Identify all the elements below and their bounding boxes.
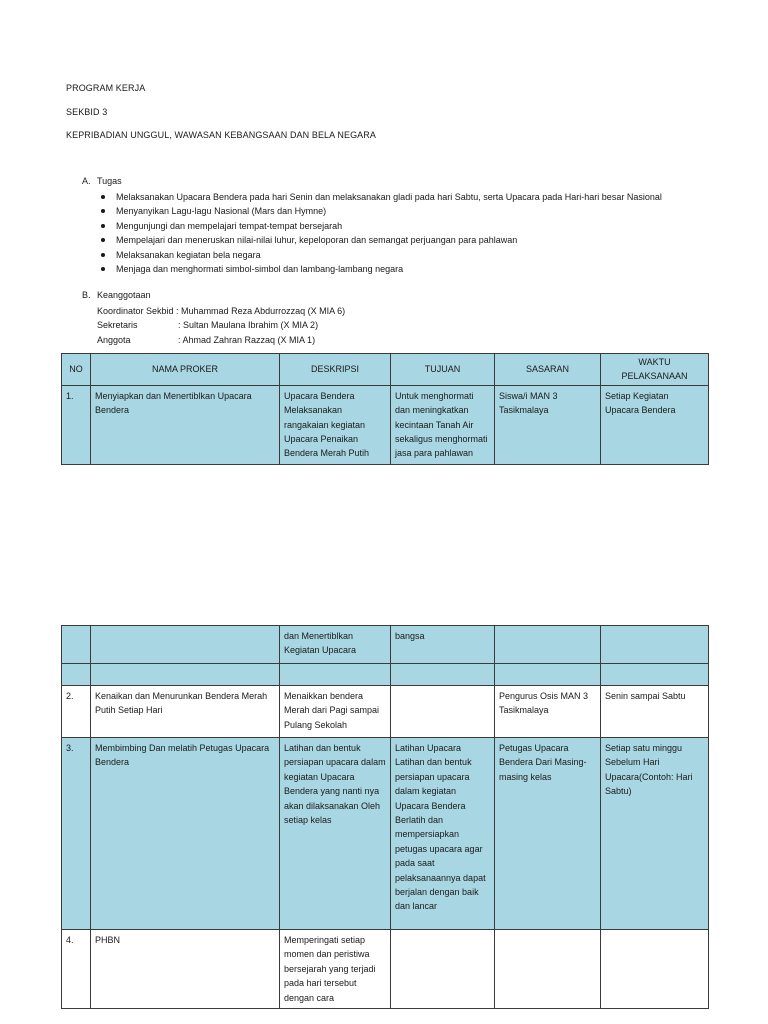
table-row: 1. Menyiapkan dan Menertiblkan Upacara Bendera Upacara Bendera Melaksanakan rangakaian kegiatan Upacara Penaikan Bendera Merah Putih Untuk menghormati dan meningkatkan kecintaan Tanah Air sekaligus menghormati jasa para pahlawan Siswa/i MAN 3 Tasikmalaya Setiap Kegiatan Upacara Bendera (62, 385, 709, 464)
header-nama-proker: NAMA PROKER (91, 354, 280, 386)
bullet-icon (101, 224, 105, 228)
bullet-icon (101, 253, 105, 257)
member-list (97, 304, 345, 347)
member-anggota: Anggota : Ahmad Zahran Razzaq (X MIA 1) (97, 334, 316, 345)
header-deskripsi: DESKRIPSI (280, 354, 391, 386)
section-a-label: A. (82, 176, 91, 186)
table-row: 2. Kenaikan dan Menurunkan Bendera Merah Putih Setiap Hari Menaikkan bendera Merah dari Pagi sampai Pulang Sekolah Pengurus Osis MAN 3 Tasikmalaya Senin sampai Sabtu (62, 686, 709, 738)
bullet-icon (101, 238, 105, 242)
list-item: Menyanyikan Lagu-lagu Nasional (Mars dan Hymne) (97, 204, 662, 218)
table-row (62, 664, 709, 686)
list-item: Melaksanakan kegiatan bela negara (97, 248, 662, 262)
member-koordinator: Koordinator Sekbid : Muhammad Reza Abdurrozzaq (X MIA 6) (97, 306, 346, 316)
list-item: Mempelajari dan meneruskan nilai-nilai luhur, kepeloporan dan semangat perjuangan para pahlawan (97, 233, 662, 247)
table-header-row (62, 354, 709, 386)
header-no: NO (62, 354, 91, 386)
document-title: PROGRAM KERJA (66, 83, 146, 93)
section-a-title: Tugas (97, 176, 122, 186)
sekbid-subtitle: KEPRIBADIAN UNGGUL, WAWASAN KEBANGSAAN DAN BELA NEGARA (66, 130, 376, 140)
member-sekretaris: Sekretaris : Sultan Maulana Ibrahim (X MIA 2) (97, 320, 319, 331)
program-table-part1 (61, 353, 709, 465)
table-row: 4. PHBN Memperingati setiap momen dan peristiwa bersejarah yang terjadi pada hari tersebut dengan cara (62, 930, 709, 1009)
table-row: 3. Membimbing Dan melatih Petugas Upacara Bendera Latihan dan bentuk persiapan upacara dalam kegiatan Upacara Bendera yang nanti nya akan dilaksanakan Oleh setiap kelas Latihan Upacara Latihan dan bentuk persiapan upacara dalam kegiatan Upacara Bendera Berlatih dan mempersiapkan petugas upacara agar pada saat pelaksanaannya dapat berjalan dengan baik dan lancar Petugas Upacara Bendera Dari Masing-masing kelas Setiap satu minggu Sebelum Hari Upacara(Contoh: Hari Sabtu) (62, 738, 709, 930)
table-row: dan Menertiblkan Kegiatan Upacara bangsa (62, 626, 709, 664)
header-sasaran: SASARAN (495, 354, 601, 386)
list-item: Menjaga dan menghormati simbol-simbol dan lambang-lambang negara (97, 262, 662, 276)
tugas-list (97, 190, 662, 276)
bullet-icon (101, 267, 105, 271)
program-table-part2 (61, 625, 709, 1009)
bullet-icon (101, 209, 105, 213)
header-tujuan: TUJUAN (391, 354, 495, 386)
bullet-icon (101, 195, 105, 199)
header-waktu: WAKTU PELAKSANAAN (601, 354, 709, 386)
section-b-label: B. (82, 290, 91, 300)
list-item: Melaksanakan Upacara Bendera pada hari Senin dan melaksanakan gladi pada hari Sabtu, serta Upacara pada Hari-hari besar Nasional (97, 190, 662, 204)
sekbid-label: SEKBID 3 (66, 107, 108, 117)
list-item: Mengunjungi dan mempelajari tempat-tempat bersejarah (97, 219, 662, 233)
section-b-title: Keanggotaan (97, 290, 151, 300)
